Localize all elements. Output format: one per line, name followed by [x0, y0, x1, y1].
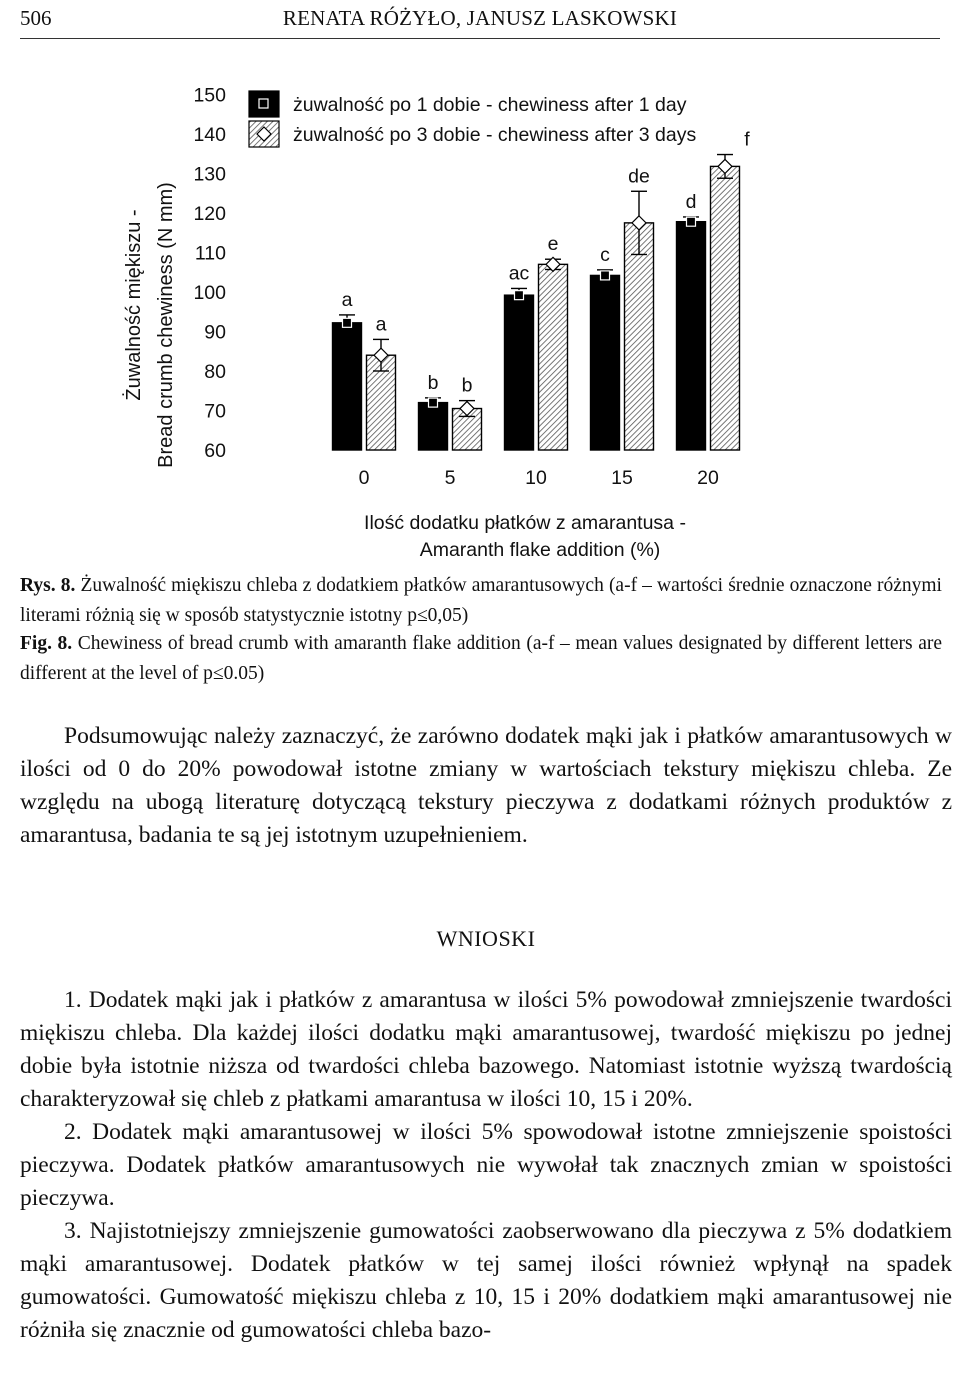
y-axis-label-line1: Żuwalność miękiszu - [123, 209, 145, 401]
significance-letter: a [375, 313, 387, 336]
bar-1-5 [419, 403, 448, 450]
mean-marker-square [343, 318, 352, 327]
conclusion-3: 3. Najistotniejszy zmniejszenie gumowatości zaobserwowano dla pieczywa z 5% dodatkiem mąki amarantusowej. Dodatek płatków w tej samej ilości również wpłynął na spadek gumowatości. Gumowatość miękiszu chleba z 10, 15 i 20% dodatkiem mąki amarantusowej nie różniła się znacznie od gumowatości chleba bazo- [20, 1218, 952, 1343]
y-tick-label: 90 [204, 321, 226, 344]
bar-1-0 [333, 323, 362, 450]
x-tick-label: 5 [444, 467, 456, 489]
summary-paragraph [20, 720, 952, 852]
caption-pl-label: Rys. 8. [20, 575, 76, 596]
summary-text: Podsumowując należy zaznaczyć, że zarówno dodatek mąki jak i płatków amarantusowych w ilości od 0 do 20% powodował istotne zmiany w wartościach tekstury miękiszu chleba. Ze względu na ubogą literaturę dotyczącą tekstury pieczywa z dodatkami różnych produktów z amarantusa, badania te są jej istotnym uzupełnieniem. [20, 723, 952, 848]
x-axis-label-line1: Ilość dodatku płatków z amarantusa - [364, 512, 686, 534]
mean-marker-square [687, 217, 696, 226]
x-tick-label: 20 [697, 467, 719, 489]
y-axis-label [122, 182, 177, 468]
bar-2-10 [539, 264, 568, 450]
significance-letter: ac [508, 262, 530, 285]
bar-1-10 [505, 295, 534, 450]
x-axis-ticks [359, 467, 719, 489]
significance-letter: b [427, 371, 439, 394]
conclusion-2: 2. Dodatek mąki amarantusowej w ilości 5% spowodował istotne zmniejszenie spoistości pieczywa. Dodatek płatków amarantusowych nie wywołał tak znacznych zmian w spoistości pieczywa. [20, 1119, 952, 1211]
caption-pl-text: Żuwalność miękiszu chleba z dodatkiem płatków amarantusowych (a-f – wartości średnie oznaczone różnymi literami różnią się w sposób statystycznie istotny p≤0,05) [20, 575, 942, 626]
y-tick-label: 130 [193, 163, 226, 186]
significance-letter: de [628, 165, 650, 188]
significance-letter: a [341, 288, 353, 311]
y-tick-label: 110 [194, 242, 226, 265]
running-head: RENATA RÓŻYŁO, JANUSZ LASKOWSKI [282, 6, 678, 30]
figure-caption-pl [20, 571, 942, 631]
bars [333, 155, 740, 450]
significance-letter: b [461, 374, 473, 397]
chewiness-bar-chart [0, 60, 960, 570]
header-rule [20, 38, 940, 39]
bar-2-20 [711, 166, 740, 450]
x-axis-label-line2: Amaranth flake addition (%) [419, 539, 661, 561]
significance-letter: c [600, 243, 610, 266]
bar-1-20 [677, 222, 706, 450]
figure-caption-en [20, 629, 942, 689]
y-tick-label: 70 [204, 400, 226, 423]
significance-letter: f [744, 128, 750, 151]
y-tick-label: 150 [193, 84, 226, 107]
x-tick-label: 10 [525, 467, 547, 489]
y-tick-label: 80 [204, 361, 226, 383]
mean-marker-square [601, 271, 610, 280]
significance-letter: d [685, 190, 697, 213]
legend [249, 91, 696, 147]
x-tick-label: 15 [611, 467, 633, 489]
legend-label-3days: żuwalność po 3 dobie - chewiness after 3 days [293, 124, 697, 146]
bar-2-15 [625, 223, 654, 450]
significance-letter: e [547, 233, 559, 256]
conclusions-list [20, 984, 952, 1347]
legend-marker-square [259, 99, 268, 108]
section-heading-wnioski: WNIOSKI [436, 926, 536, 951]
caption-en-text: Chewiness of bread crumb with amaranth flake addition (a-f – mean values designated by different letters are different at the level of p≤0.05) [20, 633, 942, 684]
bar-1-15 [591, 275, 620, 450]
mean-marker-square [515, 291, 524, 300]
y-axis-ticks [193, 85, 226, 463]
y-tick-label: 100 [193, 282, 226, 304]
page-number: 506 [20, 6, 52, 30]
page-header [20, 6, 940, 36]
legend-label-1day: żuwalność po 1 dobie - chewiness after 1 day [293, 94, 687, 116]
y-tick-label: 140 [193, 124, 226, 146]
conclusion-1: 1. Dodatek mąki jak i płatków z amarantusa w ilości 5% powodował zmniejszenie twardości miękiszu chleba. Dla każdej ilości dodatku mąki amarantusowej, twardość miękiszu po jednej dobie była istotnie niższa od twardości chleba bazowego. Natomiast istotnie wyższą twardością charakteryzował się chleb z płatkami amarantusa w ilości 10, 15 i 20%. [20, 987, 952, 1112]
y-tick-label: 60 [204, 440, 226, 462]
mean-marker-square [429, 398, 438, 407]
caption-en-label: Fig. 8. [20, 633, 73, 654]
x-tick-label: 0 [358, 467, 370, 489]
y-axis-label-line2: Bread crumb chewiness (N mm) [155, 182, 177, 468]
y-tick-label: 120 [193, 203, 226, 225]
